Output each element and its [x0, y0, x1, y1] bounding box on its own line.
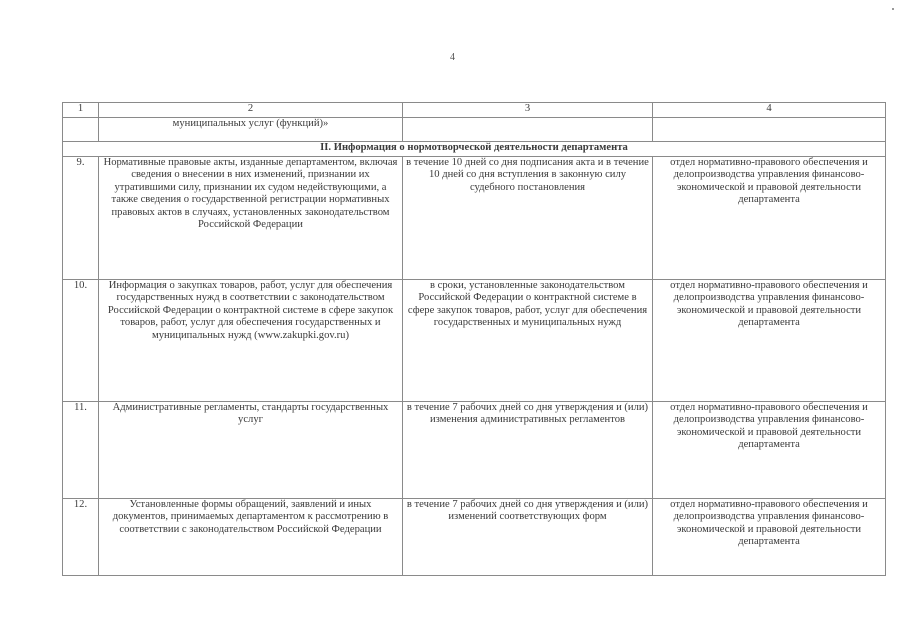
column-number-row [63, 103, 886, 118]
row-responsible: отдел нормативно-правового обеспечения и делопроизводства управления финансово-экономической и правовой деятельности департамента [653, 402, 886, 499]
row-period: в сроки, установленные законодательством Российской Федерации о контрактной системе в сфере закупок товаров, работ, услуг для обеспечения государственных и муниципальных нужд [403, 280, 653, 402]
row-number: 10. [63, 280, 99, 402]
row-responsible: отдел нормативно-правового обеспечения и делопроизводства управления финансово-экономической и правовой деятельности департамента [653, 157, 886, 280]
continuation-text: муниципальных услуг (функций)» [99, 118, 403, 142]
scan-speck [892, 8, 894, 10]
section-title: II. Информация о нормотворческой деятельности департамента [63, 142, 886, 157]
row-responsible: отдел нормативно-правового обеспечения и делопроизводства управления финансово-экономической и правовой деятельности департамента [653, 499, 886, 576]
continuation-row [63, 118, 886, 142]
row-period: в течение 7 рабочих дней со дня утверждения и (или) изменения административных регламентов [403, 402, 653, 499]
table-row [63, 157, 886, 280]
table-row [63, 280, 886, 402]
section-row [63, 142, 886, 157]
column-number-3: 3 [403, 103, 653, 118]
row-period: в течение 10 дней со дня подписания акта и в течение 10 дней со дня вступления в законную силу судебного постановления [403, 157, 653, 280]
row-number: 11. [63, 402, 99, 499]
column-number-2: 2 [99, 103, 403, 118]
page-number: 4 [450, 52, 455, 63]
row-info: Нормативные правовые акты, изданные департаментом, включая сведения о внесении в них изменений, признании их утратившими силу, признании их судом недействующими, а также сведения о государственной регистрации нормативных правовых актов в случаях, установленных законодательством Российской Федерации [99, 157, 403, 280]
row-info: Информация о закупках товаров, работ, услуг для обеспечения государственных нужд в соответствии с законодательством Российской Федерации о контрактной системе в сфере закупок товаров, работ, услуг для обеспечения государственных и муниципальных нужд (www.zakupki.gov.ru) [99, 280, 403, 402]
row-number: 12. [63, 499, 99, 576]
column-number-1: 1 [63, 103, 99, 118]
information-table [62, 102, 886, 576]
row-info: Административные регламенты, стандарты государственных услуг [99, 402, 403, 499]
table-row [63, 402, 886, 499]
row-number: 9. [63, 157, 99, 280]
row-responsible: отдел нормативно-правового обеспечения и делопроизводства управления финансово-экономической и правовой деятельности департамента [653, 280, 886, 402]
column-number-4: 4 [653, 103, 886, 118]
row-info: Установленные формы обращений, заявлений и иных документов, принимаемых департаментом к рассмотрению в соответствии с законодательством Российской Федерации [99, 499, 403, 576]
row-period: в течение 7 рабочих дней со дня утверждения и (или) изменений соответствующих форм [403, 499, 653, 576]
table-row [63, 499, 886, 576]
